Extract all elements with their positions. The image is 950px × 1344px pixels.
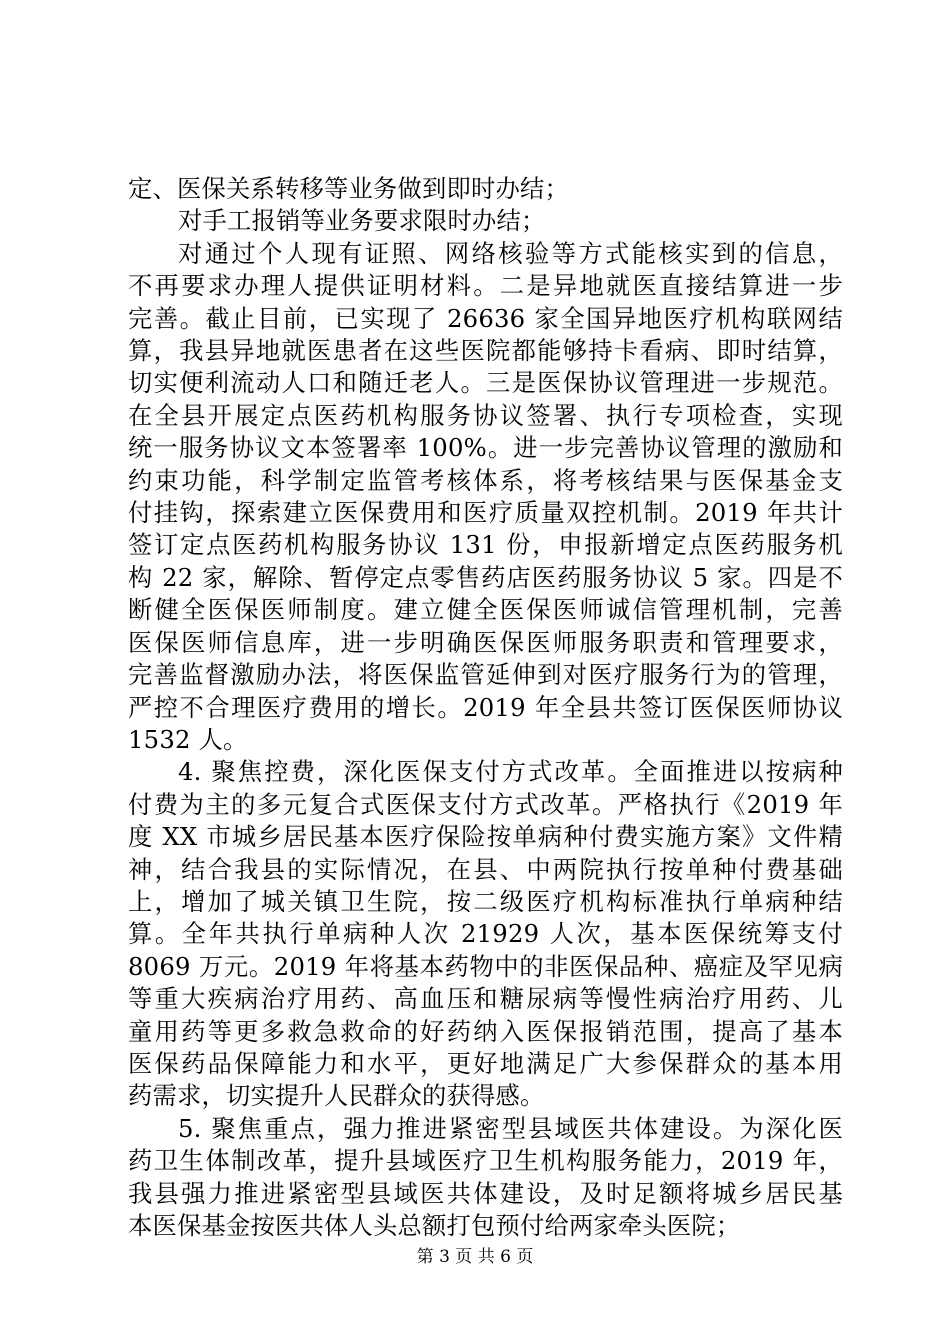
text-line: 付费为主的多元复合式医保支付方式改革。严格执行《2019 年 <box>128 789 843 819</box>
text-line: 童用药等更多救急救命的好药纳入医保报销范围，提高了基本 <box>128 1016 843 1046</box>
page-footer <box>0 1245 950 1269</box>
text-line: 5. 聚焦重点，强力推进紧密型县域医共体建设。为深化医 <box>178 1113 843 1143</box>
text-line: 完善监督激励办法，将医保监管延伸到对医疗服务行为的管理， <box>128 660 843 690</box>
text-line: 算。全年共执行单病种人次 21929 人次，基本医保统筹支付 <box>128 919 843 949</box>
text-line: 对手工报销等业务要求限时办结； <box>178 206 546 236</box>
text-line: 签订定点医药机构服务协议 131 份，申报新增定点医药服务机 <box>128 530 843 560</box>
text-line: 付挂钩，探索建立医保费用和医疗质量双控机制。2019 年共计 <box>128 498 843 528</box>
text-line: 完善。截止目前，已实现了 26636 家全国异地医疗机构联网结 <box>128 303 843 333</box>
text-line: 上，增加了城关镇卫生院，按二级医疗机构标准执行单病种结 <box>128 886 843 916</box>
text-line: 约束功能，科学制定监管考核体系，将考核结果与医保基金支 <box>128 465 843 495</box>
text-line: 4. 聚焦控费，深化医保支付方式改革。全面推进以按病种 <box>178 757 843 787</box>
text-line: 药卫生体制改革，提升县域医疗卫生机构服务能力，2019 年， <box>128 1146 843 1176</box>
text-line: 算，我县异地就医患者在这些医院都能够持卡看病、即时结算， <box>128 336 843 366</box>
text-line: 在全县开展定点医药机构服务协议签署、执行专项检查，实现 <box>128 400 843 430</box>
text-line: 8069 万元。2019 年将基本药物中的非医保品种、癌症及罕见病 <box>128 951 843 981</box>
text-line: 神，结合我县的实际情况，在县、中两院执行按单种付费基础 <box>128 854 843 884</box>
text-line: 定、医保关系转移等业务做到即时办结； <box>128 174 569 203</box>
text-line: 对通过个人现有证照、网络核验等方式能核实到的信息， <box>178 238 843 268</box>
page-number: 第 3 页 共 6 页 <box>416 1247 534 1267</box>
text-line: 等重大疾病治疗用药、高血压和糖尿病等慢性病治疗用药、儿 <box>128 984 843 1014</box>
text-line: 我县强力推进紧密型县域医共体建设，及时足额将城乡居民基 <box>128 1178 843 1208</box>
text-line: 统一服务协议文本签署率 100%。进一步完善协议管理的激励和 <box>128 433 843 463</box>
text-line: 断健全医保医师制度。建立健全医保医师诚信管理机制，完善 <box>128 595 843 625</box>
text-line: 医保药品保障能力和水平，更好地满足广大参保群众的基本用 <box>128 1048 843 1078</box>
text-line: 切实便利流动人口和随迁老人。三是医保协议管理进一步规范。 <box>128 368 843 398</box>
text-line: 本医保基金按医共体人头总额打包预付给两家牵头医院； <box>128 1211 741 1240</box>
text-line: 药需求，切实提升人民群众的获得感。 <box>128 1081 545 1111</box>
text-line: 严控不合理医疗费用的增长。2019 年全县共签订医保医师协议 <box>128 692 843 722</box>
text-line: 度 XX 市城乡居民基本医疗保险按单病种付费实施方案》文件精 <box>128 822 843 852</box>
text-line: 构 22 家，解除、暂停定点零售药店医药服务协议 5 家。四是不 <box>128 562 843 592</box>
text-line: 医保医师信息库，进一步明确医保医师服务职责和管理要求， <box>128 627 843 657</box>
text-line: 1532 人。 <box>128 724 248 754</box>
text-line: 不再要求办理人提供证明材料。二是异地就医直接结算进一步 <box>128 271 843 301</box>
body-text <box>128 173 843 1242</box>
